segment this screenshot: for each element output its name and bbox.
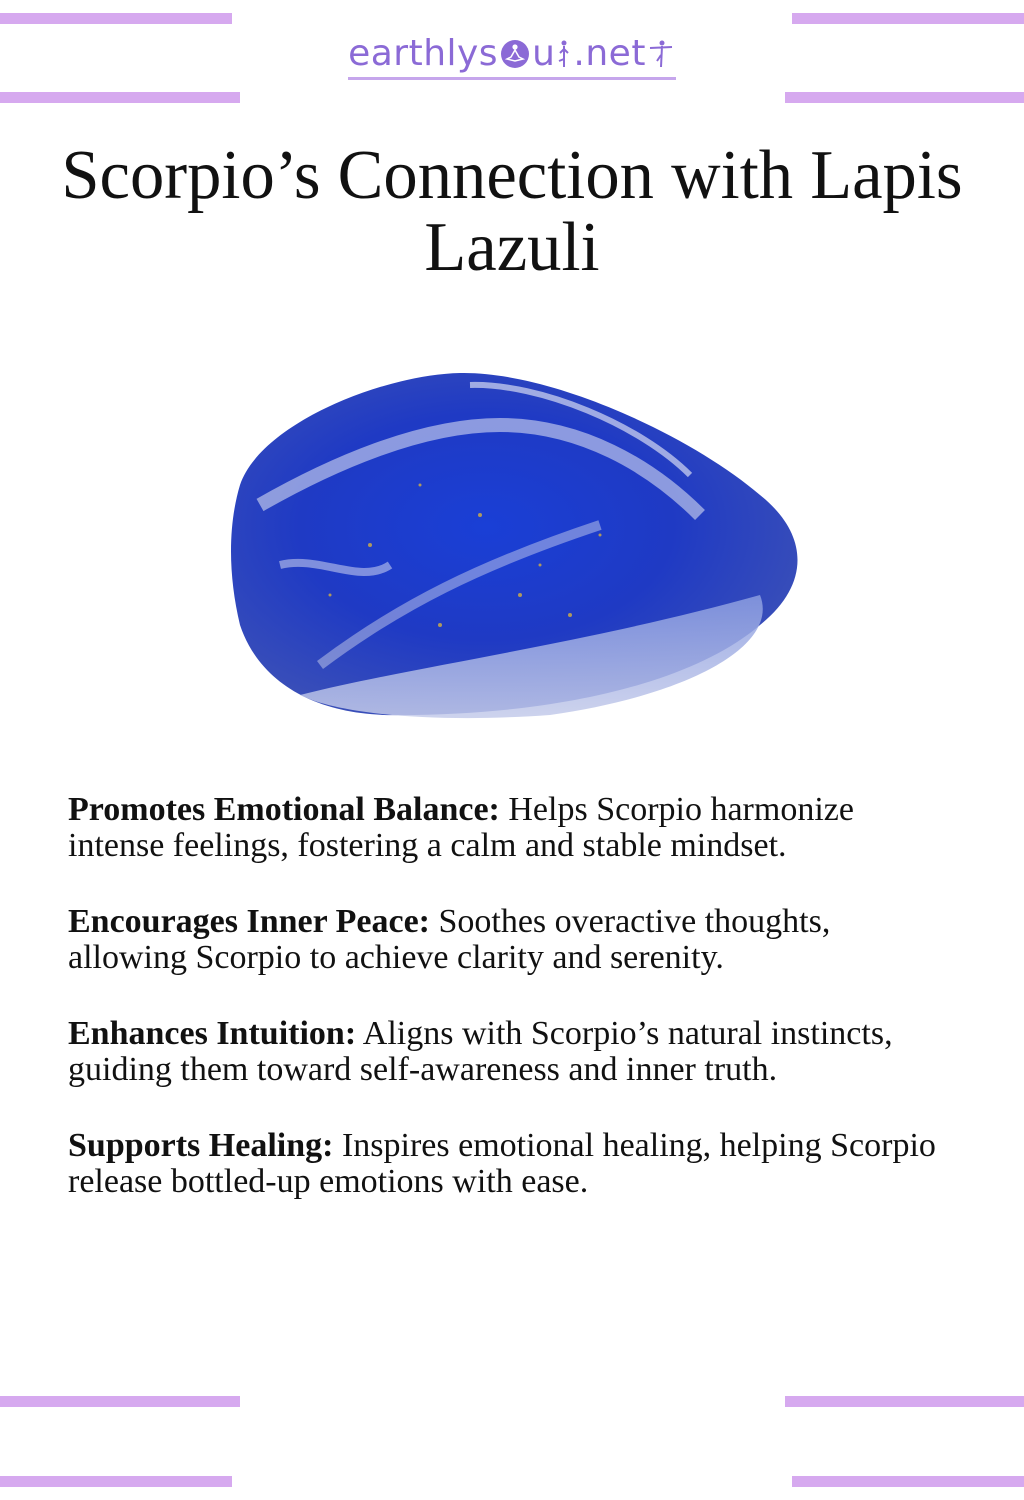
yoga-pose-icon: [557, 39, 571, 69]
benefit-item: [68, 904, 948, 976]
meditation-icon: [500, 39, 530, 69]
benefit-title: Supports Healing:: [68, 1127, 334, 1164]
decorative-bar-top-left-1: [0, 13, 232, 24]
logo-text-left: earthlys: [348, 33, 499, 74]
decorative-bar-top-right-2: [785, 92, 1024, 103]
lapis-lazuli-stone-image: [220, 365, 800, 725]
benefit-title: Enhances Intuition:: [68, 1015, 357, 1052]
dancer-icon: [648, 39, 674, 69]
logo-wordmark: [348, 32, 676, 76]
site-logo[interactable]: [338, 32, 686, 92]
benefit-title: Encourages Inner Peace:: [68, 903, 430, 940]
logo-text-right: .net: [573, 33, 646, 74]
decorative-bar-top-right-1: [792, 13, 1024, 24]
benefit-item: [68, 792, 948, 864]
benefits-list: [68, 792, 948, 1240]
decorative-bar-bottom-right-2: [792, 1476, 1024, 1487]
decorative-bar-bottom-left-1: [0, 1396, 240, 1407]
decorative-bar-top-left-2: [0, 92, 240, 103]
benefit-item: [68, 1128, 948, 1200]
benefit-text: Helps Scorpio harmonize intense feelings, fostering a calm and stable mindset.: [68, 791, 854, 864]
decorative-bar-bottom-left-2: [0, 1476, 232, 1487]
benefit-title: Promotes Emotional Balance:: [68, 791, 500, 828]
page-title: Scorpio’s Connection with Lapis Lazuli: [61, 137, 963, 286]
benefit-item: [68, 1016, 948, 1088]
logo-text-mid: u: [532, 33, 556, 74]
logo-underline: [348, 77, 676, 80]
decorative-bar-bottom-right-1: [785, 1396, 1024, 1407]
benefit-text: Inspires emotional healing, helping Scorpio release bottled-up emotions with ease.: [68, 1127, 936, 1200]
benefit-text: Aligns with Scorpio’s natural instincts, guiding them toward self-awareness and inner truth.: [68, 1015, 893, 1088]
benefit-text: Soothes overactive thoughts, allowing Scorpio to achieve clarity and serenity.: [68, 903, 831, 976]
